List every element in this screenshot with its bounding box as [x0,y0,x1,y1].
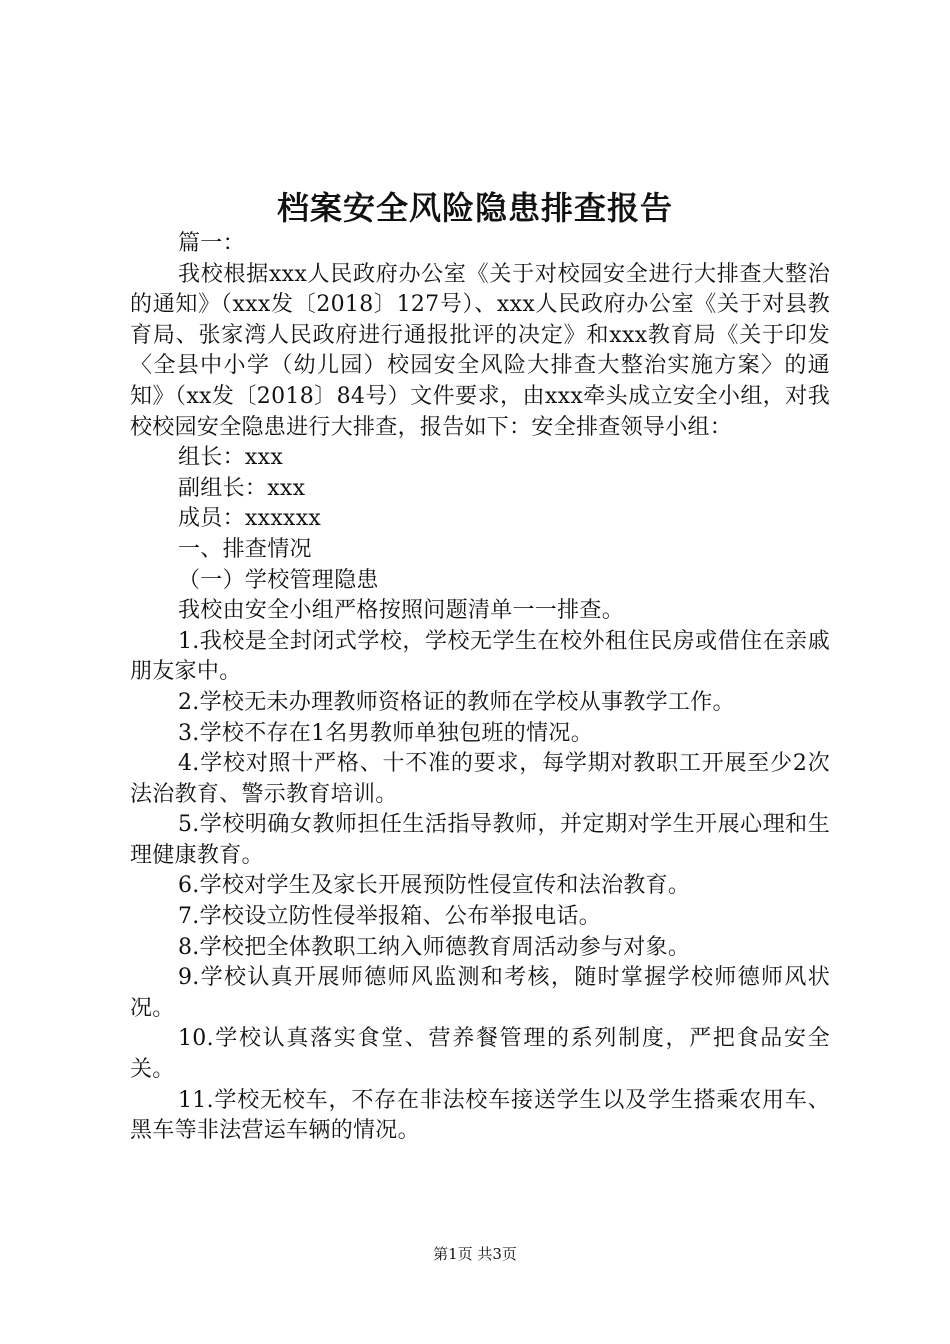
paragraph: 我校由安全小组严格按照问题清单一一排查。 [178,598,625,624]
list-item: 3.学校不存在1名男教师单独包班的情况。 [178,720,593,746]
document-title: 档案安全风险隐患排查报告 [276,189,673,227]
list-item: 10.学校认真落实食堂、营养餐管理的系列制度，严把食品安全关。 [130,1026,830,1083]
subsection-heading-management: （一）学校管理隐患 [178,567,379,593]
list-item: 5.学校明确女教师担任生活指导教师，并定期对学生开展心理和生理健康教育。 [130,812,830,868]
list-item: 6.学校对学生及家长开展预防性侵宣传和法治教育。 [178,873,691,899]
list-item: 7.学校设立防性侵举报箱、公布举报电话。 [178,904,601,930]
members-line: 成员：xxxxxx [178,506,322,532]
document-body [130,229,830,1147]
intro-paragraph: 我校根据xxx人民政府办公室《关于对校园安全进行大排查大整治的通知》（xxx发〔2018〕127号）、xxx人民政府办公室《关于对县教育局、张家湾人民政府进行通报批评的决定》和xxx教育局《关于印发〈全县中小学（幼儿园）校园安全风险大排查大整治实施方案〉的通知》（xx发〔2018〕84号）文件要求，由xxx牵头成立安全小组，对我校校园安全隐患进行大排查，报告如下：安全排查领导小组： [130,261,830,440]
list-item: 9.学校认真开展师德师风监测和考核，随时掌握学校师德师风状况。 [130,965,830,1021]
leader-line: 组长：xxx [178,445,284,471]
list-item: 1.我校是全封闭式学校，学校无学生在校外租住民房或借住在亲戚朋友家中。 [130,628,830,685]
section-heading: 篇一： [178,231,245,256]
list-item: 8.学校把全体教职工纳入师德教育周活动参与对象。 [178,934,691,960]
list-item: 11.学校无校车，不存在非法校车接送学生以及学生搭乘农用车、黑车等非法营运车辆的情况。 [130,1087,830,1144]
section-heading-inspection: 一、排查情况 [178,536,312,562]
deputy-leader-line: 副组长：xxx [178,475,306,501]
page-footer: 第1页 共3页 [433,1245,517,1263]
list-item: 4.学校对照十严格、十不准的要求，每学期对教职工开展至少2次法治教育、警示教育培训。 [130,751,830,807]
list-item: 2.学校无未办理教师资格证的教师在学校从事教学工作。 [178,689,735,715]
